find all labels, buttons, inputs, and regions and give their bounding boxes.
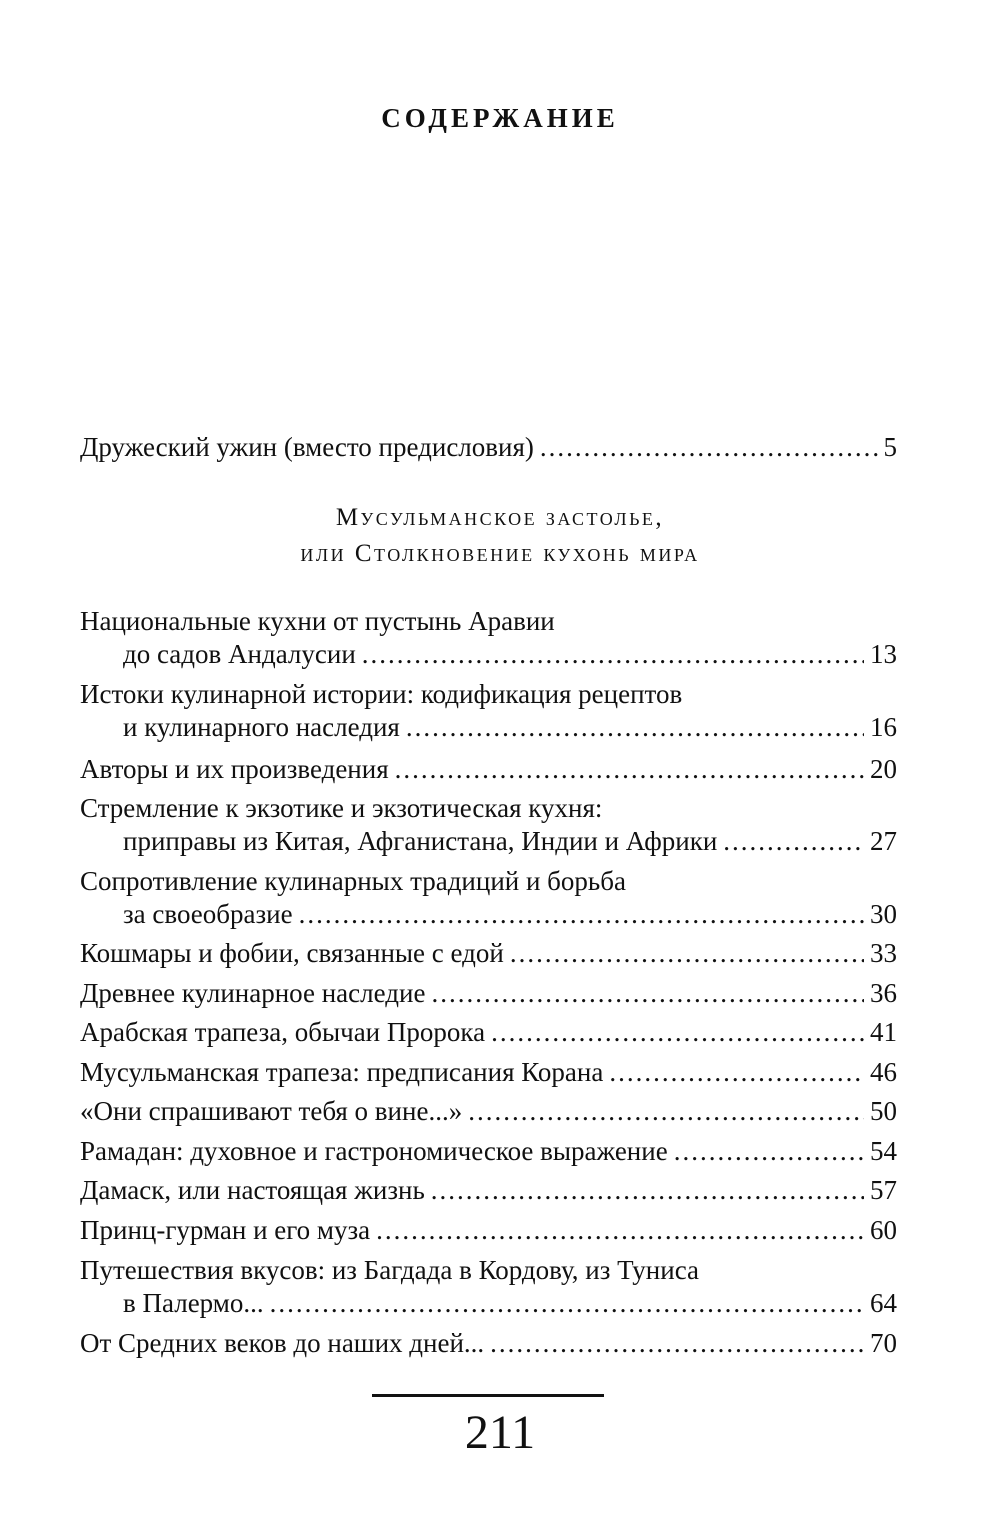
toc-entry-label: Сопротивление кулинарных традиций и борьба xyxy=(80,866,626,896)
dot-leader xyxy=(431,1174,864,1207)
toc-page-number: 41 xyxy=(870,1017,897,1047)
toc-entry-label: Кошмары и фобии, связанные с едой xyxy=(80,938,504,968)
dot-leader xyxy=(376,1214,864,1247)
section-heading-line: или Столкновение кухонь мира xyxy=(300,540,700,567)
toc-page-number: 54 xyxy=(870,1136,897,1166)
toc-entry-label: Дружеский ужин (вместо предисловия) xyxy=(80,432,534,462)
toc-entry[interactable] xyxy=(80,865,897,931)
dot-leader xyxy=(468,1095,864,1128)
section-heading-line: Мусульманское застолье, xyxy=(335,504,665,531)
toc-entry-label: Национальные кухни от пустынь Аравии xyxy=(80,606,555,636)
toc-entry-label: Истоки кулинарной истории: кодификация рецептов xyxy=(80,679,683,709)
toc-entry-label-continued: в Палермо... xyxy=(123,1288,264,1318)
toc-page-number: 16 xyxy=(870,712,897,742)
toc-entry[interactable] xyxy=(80,1254,897,1320)
toc-page-number: 50 xyxy=(870,1096,897,1126)
dot-leader xyxy=(270,1287,864,1320)
dot-leader xyxy=(490,1327,864,1360)
toc-entry-label-continued: и кулинарного наследия xyxy=(123,712,400,742)
toc-entry-label: Арабская трапеза, обычаи Пророка xyxy=(80,1017,486,1047)
dot-leader xyxy=(540,431,878,464)
toc-page-number: 5 xyxy=(883,432,897,462)
toc-entry[interactable] xyxy=(80,1214,897,1247)
dot-leader xyxy=(609,1056,864,1089)
toc-entry-label: Стремление к экзотике и экзотическая кухня: xyxy=(80,793,603,823)
toc-page-number: 33 xyxy=(870,938,897,968)
toc-entry-label-continued: до садов Андалусии xyxy=(123,639,356,669)
toc-entry[interactable] xyxy=(80,792,897,858)
toc-entry[interactable] xyxy=(80,678,897,744)
toc-page-number: 64 xyxy=(870,1288,897,1318)
toc-page-number: 20 xyxy=(870,754,897,784)
toc-page-number: 13 xyxy=(870,639,897,669)
page-title: СОДЕРЖАНИЕ xyxy=(381,103,619,133)
toc-entry[interactable] xyxy=(80,937,897,970)
toc-entry[interactable] xyxy=(80,977,897,1010)
toc-entry-label: От Средних веков до наших дней... xyxy=(80,1328,485,1358)
toc-page-number: 30 xyxy=(870,899,897,929)
dot-leader xyxy=(723,825,864,858)
toc-page-number: 60 xyxy=(870,1215,897,1245)
toc-entry-label-continued: приправы из Китая, Афганистана, Индии и Африки xyxy=(123,826,718,856)
toc-entry-label: «Они спрашивают тебя о вине...» xyxy=(80,1096,463,1126)
page-number: 211 xyxy=(464,1406,536,1459)
dot-leader xyxy=(491,1016,864,1049)
section-heading xyxy=(0,500,1000,572)
dot-leader xyxy=(406,711,864,744)
toc-entry-label: Авторы и их произведения xyxy=(80,754,389,784)
dot-leader xyxy=(362,638,864,671)
dot-leader xyxy=(299,898,864,931)
toc-entry[interactable] xyxy=(80,1174,897,1207)
toc-entry-label: Древнее кулинарное наследие xyxy=(80,978,426,1008)
toc-entry[interactable] xyxy=(80,1327,897,1360)
toc-entry[interactable] xyxy=(80,605,897,671)
toc-page-number: 36 xyxy=(870,978,897,1008)
toc-entry[interactable] xyxy=(80,753,897,786)
toc-entry[interactable] xyxy=(80,1056,897,1089)
toc-page-number: 46 xyxy=(870,1057,897,1087)
dot-leader xyxy=(431,977,864,1010)
toc-entry-label: Принц-гурман и его муза xyxy=(80,1215,371,1245)
dot-leader xyxy=(510,937,864,970)
toc-entry-label: Мусульманская трапеза: предписания Корана xyxy=(80,1057,604,1087)
divider-rule xyxy=(372,1394,604,1397)
toc-entry-label-continued: за своеобразие xyxy=(123,899,293,929)
toc-page-number: 57 xyxy=(870,1175,897,1205)
toc-entry[interactable] xyxy=(80,1016,897,1049)
toc-entry[interactable] xyxy=(80,1095,897,1128)
dot-leader xyxy=(395,753,864,786)
toc-entry[interactable] xyxy=(80,1135,897,1168)
toc-page-number: 70 xyxy=(870,1328,897,1358)
toc-page-number: 27 xyxy=(870,826,897,856)
toc-entry-label: Путешествия вкусов: из Багдада в Кордову, из Туниса xyxy=(80,1255,699,1285)
toc-entry-label: Дамаск, или настоящая жизнь xyxy=(80,1175,425,1205)
toc-entry-intro[interactable] xyxy=(80,431,897,464)
dot-leader xyxy=(674,1135,864,1168)
toc-entry-label: Рамадан: духовное и гастрономическое выражение xyxy=(80,1136,668,1166)
